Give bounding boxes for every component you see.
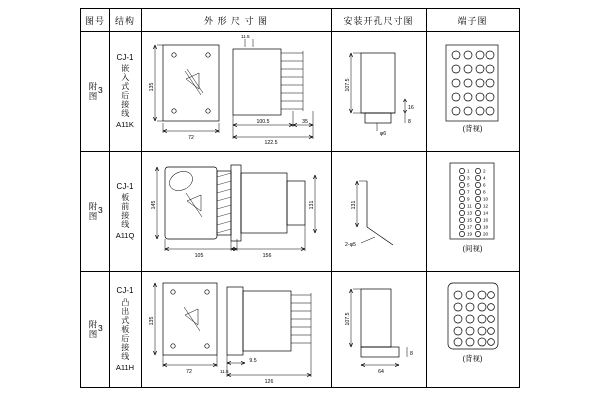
svg-text:100.5: 100.5 <box>256 119 270 125</box>
svg-text:11: 11 <box>467 203 472 209</box>
spec-table <box>80 8 520 388</box>
row-3-model: CJ-1 <box>116 286 134 296</box>
svg-text:1: 1 <box>467 168 470 174</box>
row-1-no-line2: 3 <box>98 85 103 96</box>
row-1-terminal-view-label: (背视) <box>462 124 483 133</box>
header-col-outline: 外 形 尺 寸 图 <box>203 15 268 26</box>
svg-text:35: 35 <box>302 119 308 125</box>
row-2-outline-drawing <box>141 151 331 271</box>
row-3-terminal-drawing <box>426 271 519 387</box>
svg-text:5: 5 <box>467 182 470 188</box>
svg-text:4: 4 <box>483 175 486 181</box>
row-3-no-line1: 附图 <box>88 319 99 339</box>
svg-text:135: 135 <box>149 82 155 92</box>
row-2-terminal-drawing <box>426 151 519 271</box>
table-row-2-no <box>81 151 109 271</box>
row-1-no-line1: 附图 <box>88 81 99 101</box>
svg-text:15: 15 <box>467 217 473 223</box>
svg-text:107.5: 107.5 <box>345 312 351 326</box>
svg-text:16: 16 <box>408 105 414 111</box>
svg-text:14: 14 <box>483 210 489 216</box>
row-2-no-line1: 附图 <box>88 201 99 221</box>
svg-text:17: 17 <box>467 224 473 230</box>
row-2-mount-drawing <box>331 151 426 271</box>
svg-text:12: 12 <box>483 203 489 209</box>
svg-text:10: 10 <box>483 196 489 202</box>
header-col-mount: 安装开孔尺寸图 <box>343 15 414 26</box>
svg-text:105: 105 <box>194 253 204 259</box>
svg-text:131: 131 <box>351 200 357 210</box>
table-row-3-struct <box>109 271 141 387</box>
header-col-terminal: 端子图 <box>457 15 488 26</box>
svg-text:107.5: 107.5 <box>345 78 351 92</box>
svg-text:156: 156 <box>262 253 272 259</box>
row-1-code: A11K <box>116 120 134 130</box>
row-1-desc: 嵌入式后接线 <box>120 64 130 119</box>
table-row-1-struct <box>109 31 141 151</box>
row-3-mount-drawing <box>331 271 426 387</box>
svg-text:7: 7 <box>467 189 470 195</box>
svg-text:8: 8 <box>408 119 411 125</box>
svg-text:2-φ5: 2-φ5 <box>345 242 356 248</box>
header-col-no: 图号 <box>84 15 105 26</box>
svg-text:20: 20 <box>483 231 489 237</box>
svg-text:6: 6 <box>483 182 486 188</box>
row-2-code: A11Q <box>115 231 135 241</box>
svg-text:18: 18 <box>483 224 489 230</box>
row-2-no-line2: 3 <box>98 205 103 216</box>
svg-text:13: 13 <box>467 210 473 216</box>
svg-text:131: 131 <box>309 200 315 210</box>
svg-text:9.5: 9.5 <box>249 358 257 364</box>
svg-text:φ6: φ6 <box>379 131 387 137</box>
row-3-outline-drawing <box>141 271 331 387</box>
svg-text:145: 145 <box>151 200 157 210</box>
row-3-desc: 凸出式板后接线 <box>120 297 130 361</box>
table-row-2-struct <box>109 151 141 271</box>
svg-text:16: 16 <box>483 217 489 223</box>
svg-text:8: 8 <box>483 189 486 195</box>
row-3-code: A11H <box>115 362 135 372</box>
svg-text:2: 2 <box>483 168 486 174</box>
header-col-struct: 结构 <box>114 15 135 26</box>
svg-text:11.5: 11.5 <box>241 34 250 39</box>
svg-text:19: 19 <box>467 231 473 237</box>
row-2-terminal-view-label: (间视) <box>462 244 483 253</box>
svg-text:9: 9 <box>467 196 470 202</box>
table-row-3-no <box>81 271 109 387</box>
row-3-no-line2: 3 <box>98 323 103 334</box>
svg-text:72: 72 <box>186 369 192 375</box>
row-2-desc: 板前接线 <box>120 193 130 230</box>
row-1-model: CJ-1 <box>116 52 134 62</box>
row-3-terminal-view-label: (背视) <box>462 354 483 363</box>
svg-text:3: 3 <box>467 175 470 181</box>
svg-text:64: 64 <box>378 369 384 375</box>
row-1-outline-drawing <box>141 31 331 151</box>
table-row-1-no <box>81 31 109 151</box>
row-1-mount-drawing <box>331 31 426 151</box>
row-2-model: CJ-1 <box>116 181 134 191</box>
svg-text:11.5: 11.5 <box>220 369 229 374</box>
svg-text:8: 8 <box>410 351 413 357</box>
svg-text:72: 72 <box>188 135 194 141</box>
svg-text:122.5: 122.5 <box>264 140 278 146</box>
svg-text:135: 135 <box>149 316 155 326</box>
row-1-terminal-drawing <box>426 31 519 151</box>
svg-text:126: 126 <box>264 379 274 385</box>
